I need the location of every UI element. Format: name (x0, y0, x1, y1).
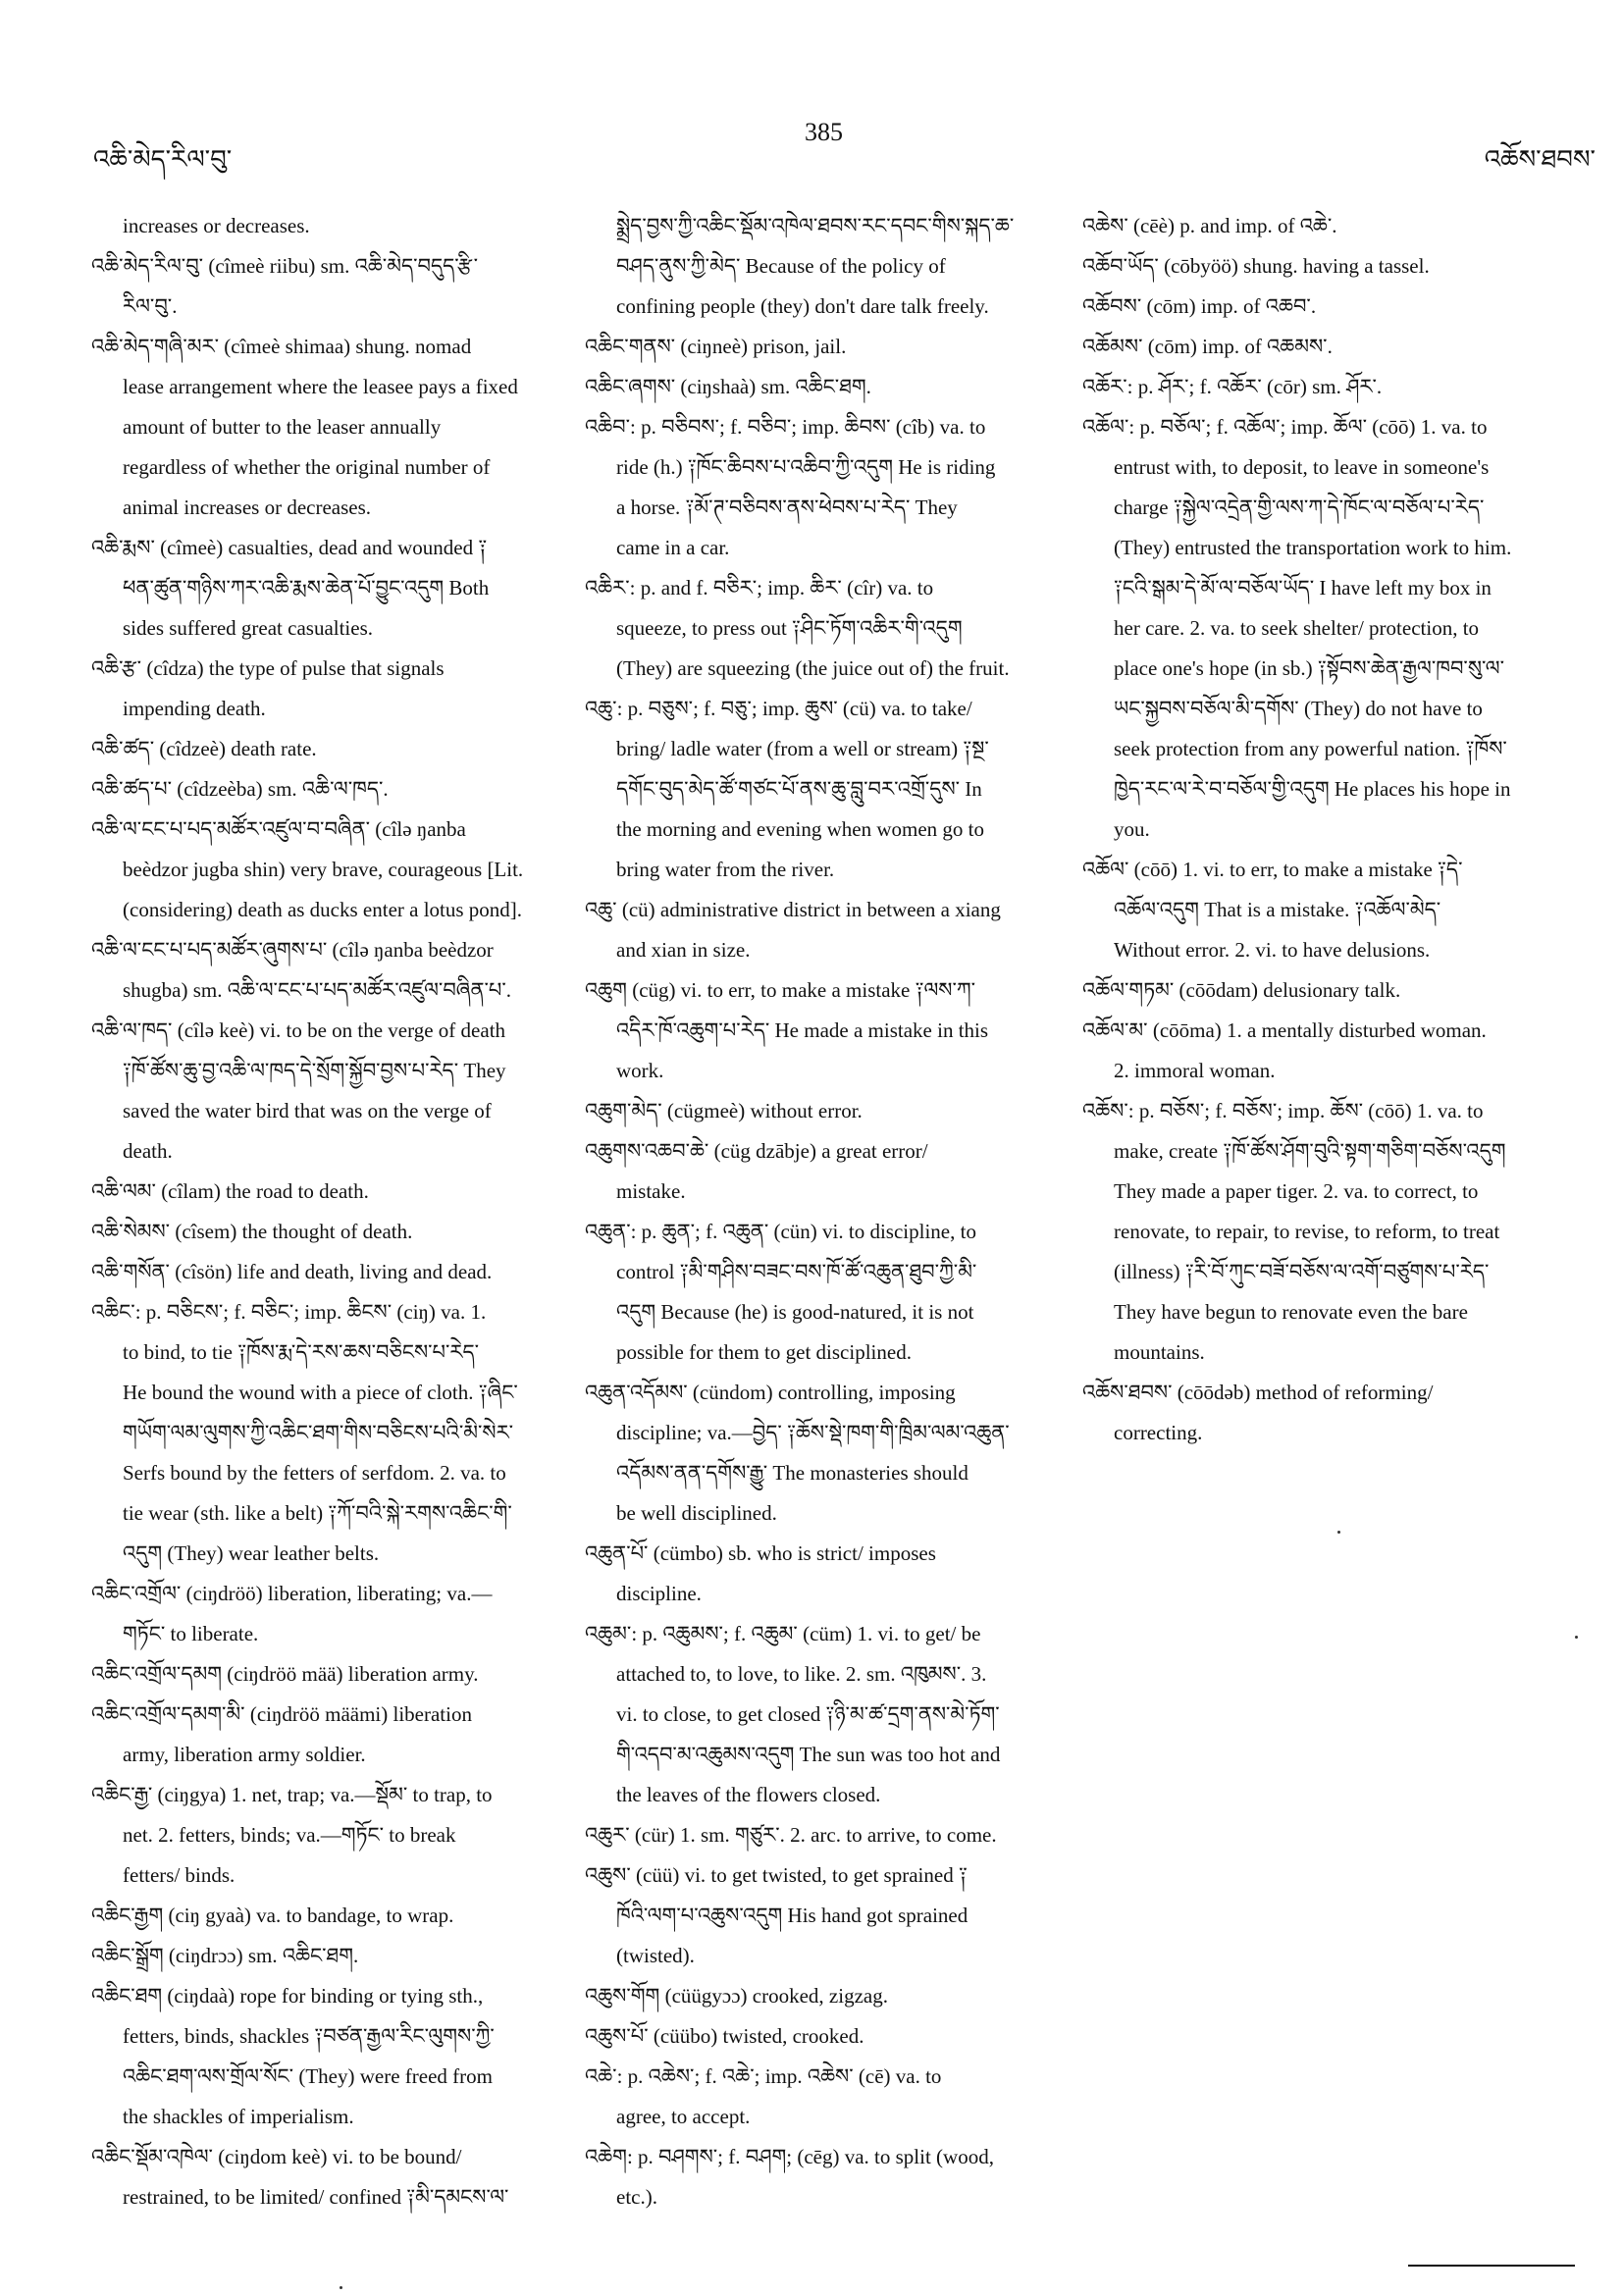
dictionary-entry (585, 689, 1075, 890)
entry-text-line: (illness) ༑རི་བོ་ཀུང་བཟོ་བཅོས་ལ་འགོ་བཙུགས་པ་རེད་ (1114, 1260, 1490, 1283)
entry-headword-line: འཆུགས་འཆབ་ཆེ་ (cüg dzābje) a great error/ (585, 1139, 928, 1163)
dictionary-entry (91, 528, 602, 649)
dictionary-entry (91, 246, 602, 327)
column-2 (585, 206, 1075, 2218)
speck (1575, 1636, 1578, 1639)
entry-text-line: mistake. (616, 1179, 686, 1203)
dictionary-entry (1082, 407, 1593, 850)
entry-headword-line: འཆོམས་ (cōm) imp. of འཆམས་. (1082, 335, 1333, 358)
entry-text-line: restrained, to be limited/ confined ༑མི་དམངས་ལ་ (123, 2185, 509, 2209)
dictionary-entry (91, 809, 602, 930)
dictionary-entry (91, 1695, 602, 1775)
entry-text-line: came in a car. (616, 536, 730, 559)
dictionary-entry (91, 1976, 602, 2137)
entry-headword-line: འཆེས་ (cēè) p. and imp. of འཆེ་. (1082, 214, 1337, 237)
entry-text-line: ཕན་ཚུན་གཉིས་ཀར་འཆི་རྨས་ཆེན་པོ་བྱུང་འདུག Both (123, 576, 490, 600)
entry-headword-line: འཆི་ཚད་ (cîdzeè) death rate. (91, 737, 317, 760)
dictionary-entry (91, 769, 602, 809)
entry-text-line: (They) entrusted the transportation work to him. (1114, 536, 1512, 559)
speck (1337, 1531, 1340, 1534)
entry-text-line: They made a paper tiger. 2. va. to correct, to (1114, 1179, 1479, 1203)
dictionary-entry (1082, 206, 1593, 246)
dictionary-entry (1082, 850, 1593, 970)
dictionary-entry (585, 1212, 1075, 1373)
entry-headword-line: འཆི་མེད་གཞི་མར་ (cîmeè shimaa) shung. nomad (91, 335, 472, 358)
entry-text-line: squeeze, to press out ༑ཤིང་ཏོག་འཆིར་གི་འདུག (616, 616, 963, 640)
entry-text-line: བཤད་ནུས་ཀྱི་མེད་ Because of the policy of (616, 254, 946, 278)
entry-text-line: དགོང་བུད་མེད་ཚོ་གཙང་པོ་ནས་ཆུ་བླུ་བར་འགྲོ་དུས་ In (616, 777, 982, 801)
dictionary-entry (585, 1534, 1075, 1614)
dictionary-entry (1082, 1091, 1593, 1373)
entry-headword-line: འཆུས་ (cüü) vi. to get twisted, to get sprained ༑ (585, 1863, 968, 1887)
entry-headword-line: འཆུ་: p. བཅུས་; f. བཅུ་; imp. ཆུས་ (cü) va. to take/ (585, 697, 972, 720)
entry-text-line: army, liberation army soldier. (123, 1743, 366, 1766)
dictionary-entry (91, 1574, 602, 1654)
entry-text-line: He bound the wound with a piece of cloth. ༑ཞིང་ (123, 1381, 518, 1404)
entry-text-line: you. (1114, 817, 1150, 841)
entry-headword-line: འཆུན་པོ་ (cümbo) sb. who is strict/ imposes (585, 1541, 936, 1565)
entry-text-line: charge ༑སྐྱེལ་འདྲེན་གྱི་ལས་ཀ་དེ་ཁོང་ལ་བཅོལ་པ་རེད་ (1114, 496, 1485, 519)
entry-headword-line: འཆུན་: p. ཆུན་; f. འཆུན་ (cün) vi. to discipline, to (585, 1220, 976, 1243)
entry-text-line: འདོམས་ནན་དགོས་རྒྱུ་ The monasteries should (616, 1461, 969, 1485)
entry-text-line: སྨྲེད་བྱས་ཀྱི་འཆིང་སྡོམ་འཁེལ་ཐབས་རང་དབང་གིས་སྐད་ཆ་ (616, 214, 1015, 237)
entry-text-line: be well disciplined. (616, 1501, 777, 1525)
entry-text-line: འཆིང་ཐག་ལས་གྲོལ་སོང་ (They) were freed from (123, 2064, 493, 2088)
entry-headword-line: འཆོབས་ (cōm) imp. of འཆབ་. (1082, 294, 1317, 318)
entry-text-line: གཏོང་ to liberate. (123, 1622, 259, 1645)
entry-text-line: རིལ་བུ་. (123, 294, 178, 318)
entry-text-line: They have begun to renovate even the bare (1114, 1300, 1468, 1324)
dictionary-entry (1082, 367, 1593, 407)
dictionary-entry (1082, 287, 1593, 327)
entry-headword-line: འཆིང་འགྲོལ་དམག (ciŋdröö mää) liberation army. (91, 1662, 479, 1686)
entry-text-line: entrust with, to deposit, to leave in someone's (1114, 455, 1490, 479)
entry-text-line: འདིར་ཁོ་འཆུག་པ་རེད་ He made a mistake in this (616, 1018, 989, 1042)
entry-headword-line: འཆིང་: p. བཅིངས་; f. བཅིང་; imp. ཆིངས་ (ciŋ) va. 1. (91, 1300, 487, 1324)
entry-headword-line: འཆི་ལ་ངང་པ་པད་མཚོར་འཛུལ་བ་བཞིན་ (cîlə ŋanba (91, 817, 466, 841)
entry-text-line: impending death. (123, 697, 266, 720)
dictionary-entry (585, 1976, 1075, 2016)
entry-headword-line: འཆོས་ཐབས་ (cōōdəb) method of reforming/ (1082, 1381, 1434, 1404)
entry-text-line: renovate, to repair, to revise, to reform, to treat (1114, 1220, 1500, 1243)
entry-text-line: beèdzor jugba shin) very brave, courageous [Lit. (123, 858, 524, 881)
entry-headword-line: འཆུན་འདོམས་ (cündom) controlling, imposing (585, 1381, 956, 1404)
dictionary-entry (585, 568, 1075, 689)
entry-text-line: mountains. (1114, 1340, 1205, 1364)
right-guide-word: འཆོས་ཐབས་ (1484, 145, 1596, 174)
entry-headword-line: འཆེ་: p. འཆེས་; f. འཆེ་; imp. འཆེས་ (cē) va. to (585, 2064, 942, 2088)
dictionary-entry (91, 1936, 602, 1976)
entry-text-line: confining people (they) don't dare talk freely. (616, 294, 989, 318)
dictionary-entry (91, 2137, 602, 2218)
entry-text-line: Without error. 2. vi. to have delusions. (1114, 938, 1431, 962)
entry-headword-line: འཆིར་: p. and f. བཅིར་; imp. ཆིར་ (cîr) va. to (585, 576, 934, 600)
entry-text-line: sides suffered great casualties. (123, 616, 374, 640)
speck (340, 2286, 342, 2289)
footer-rule (1408, 2265, 1575, 2267)
entry-headword-line: འཆིང་ཞགས་ (ciŋshaà) sm. འཆིང་ཐག. (585, 375, 871, 398)
dictionary-entry (91, 327, 602, 528)
dictionary-entry (585, 1614, 1075, 1815)
dictionary-entry (1082, 1011, 1593, 1091)
entry-headword-line: འཆུག (cüg) vi. to err, to make a mistake ༑ལས་ཀ་ (585, 978, 976, 1002)
entry-headword-line: འཆོར་: p. ཤོར་; f. འཆོར་ (cōr) sm. ཤོར་. (1082, 375, 1383, 398)
dictionary-entry (91, 1172, 602, 1212)
entry-text-line: death. (123, 1139, 173, 1163)
entry-text-line: make, create ༑ཁོ་ཚོས་ཤོག་བུའི་སྟག་གཅིག་བཅོས་འདུག (1114, 1139, 1506, 1163)
dictionary-entry (585, 1131, 1075, 1212)
entry-text-line: ཡང་སྐྱབས་བཅོལ་མི་དགོས་ (They) do not have to (1114, 697, 1483, 720)
entry-headword-line: འཆི་ལ་ངང་པ་པད་མཚོར་ཞུགས་པ་ (cîlə ŋanba beèdzor (91, 938, 494, 962)
dictionary-entry (91, 930, 602, 1011)
entry-headword-line: འཆིང་སྡོམ་འཁེལ་ (ciŋdom keè) vi. to be bound/ (91, 2145, 462, 2168)
entry-headword-line: འཆིང་སྒྲོག (ciŋdrɔɔ) sm. འཆིང་ཐག. (91, 1944, 359, 1967)
dictionary-entry (585, 1373, 1075, 1534)
entry-headword-line: འཆིང་རྒྱག (ciŋ gyaà) va. to bandage, to wrap. (91, 1904, 454, 1927)
entry-headword-line: འཆོལ་ (cōō) 1. vi. to err, to make a mistake ༑དེ་ (1082, 858, 1463, 881)
entry-text-line: discipline; va.—བྱེད་ ༑ཆོས་སྡེ་ཁག་གི་ཁྲིམ་ལམ་འཆུན་ (616, 1421, 1010, 1444)
entry-text-line: shugba) sm. འཆི་ལ་ངང་པ་པད་མཚོར་འཛུལ་བཞིན་པ་. (123, 978, 512, 1002)
dictionary-entry (585, 2016, 1075, 2057)
entry-headword-line: འཆི་སེམས་ (cîsem) the thought of death. (91, 1220, 413, 1243)
entry-text-line: place one's hope (in sb.) ༑སྟོབས་ཆེན་རྒྱལ་ཁབ་སུ་ལ་ (1114, 656, 1505, 680)
entry-headword-line: འཆི་རྩ་ (cîdza) the type of pulse that signals (91, 656, 445, 680)
entry-headword-line: འཆོལ་གཏམ་ (cōōdam) delusionary talk. (1082, 978, 1401, 1002)
entry-text-line: vi. to close, to get closed ༑ཉི་མ་ཚ་དྲག་ནས་མེ་ཏོག་ (616, 1702, 1000, 1726)
entry-text-line: increases or decreases. (123, 214, 310, 237)
page-number: 385 (805, 118, 843, 146)
dictionary-entry (91, 1775, 602, 1896)
entry-text-line: animal increases or decreases. (123, 496, 372, 519)
entry-headword-line: འཆོལ་: p. བཅོལ་; f. འཆོལ་; imp. ཆོལ་ (cōō) 1. va. to (1082, 415, 1488, 439)
entry-text-line: ༑ཁོ་ཚོས་ཆུ་བྱ་འཆི་ལ་ཁད་དེ་སྲོག་སྐྱོབ་བྱས་པ་རེད་ They (123, 1059, 506, 1082)
entry-text-line: amount of butter to the leaser annually (123, 415, 442, 439)
left-guide-word: འཆི་མེད་རིལ་བུ་ (93, 145, 233, 174)
dictionary-entry (585, 1855, 1075, 1976)
dictionary-entry (91, 1212, 602, 1252)
entry-headword-line: འཆི་མེད་རིལ་བུ་ (cîmeè riibu) sm. འཆི་མེད་བདུད་རྩི་ (91, 254, 479, 278)
entry-text-line: (twisted). (616, 1944, 695, 1967)
entry-headword-line: འཆིང་ཐག (ciŋdaà) rope for binding or tying sth., (91, 1984, 484, 2008)
entry-headword-line: འཆིབ་: p. བཅིབས་; f. བཅིབ་; imp. ཆིབས་ (cîb) va. to (585, 415, 986, 439)
entry-text-line: འཆོལ་འདུག That is a mistake. ༑འཆོལ་མེད་ (1114, 898, 1441, 921)
entry-text-line: correcting. (1114, 1421, 1203, 1444)
dictionary-entry (91, 1654, 602, 1695)
entry-headword-line: འཆི་ལ་ཁད་ (cîlə keè) vi. to be on the verge of death (91, 1018, 506, 1042)
entry-text-line: seek protection from any powerful nation. ༑ཁོས་ (1114, 737, 1507, 760)
entry-headword-line: འཆུས་པོ་ (cüübo) twisted, crooked. (585, 2024, 864, 2048)
dictionary-entry (585, 206, 1075, 327)
entry-headword-line: འཆོལ་མ་ (cōōma) 1. a mentally disturbed woman. (1082, 1018, 1487, 1042)
entry-text-line: གཡོག་ལམ་ལུགས་ཀྱི་འཆིང་ཐག་གིས་བཅིངས་པའི་མི་སེར་ (123, 1421, 514, 1444)
entry-text-line: a horse. ༑མོ་ཊ་བཅིབས་ནས་ཕེབས་པ་རེད་ They (616, 496, 958, 519)
entry-headword-line: འཆུར་ (cür) 1. sm. གཙུར་. 2. arc. to arrive, to come. (585, 1823, 997, 1847)
entry-headword-line: འཆིང་རྒྱ་ (ciŋgya) 1. net, trap; va.—སྡོམ་ to trap, to (91, 1783, 493, 1806)
entry-text-line: fetters, binds, shackles ༑བཙན་རྒྱལ་རིང་ལུགས་ཀྱི་ (123, 2024, 495, 2048)
dictionary-entry (91, 1011, 602, 1172)
entry-headword-line: འཆུག་མེད་ (cügmeè) without error. (585, 1099, 863, 1122)
entry-headword-line: འཆོས་: p. བཅོས་; f. བཅོས་; imp. ཆོས་ (cōō) 1. va. to (1082, 1099, 1484, 1122)
dictionary-entry (585, 367, 1075, 407)
dictionary-entry (585, 970, 1075, 1091)
entry-text-line: the shackles of imperialism. (123, 2105, 354, 2128)
entry-text-line: Serfs bound by the fetters of serfdom. 2. va. to (123, 1461, 506, 1485)
entry-text-line: འདུག (They) wear leather belts. (123, 1541, 380, 1565)
dictionary-entry (91, 1896, 602, 1936)
dictionary-entry (91, 1252, 602, 1292)
entry-text-line: net. 2. fetters, binds; va.—གཏོང་ to break (123, 1823, 456, 1847)
entry-text-line: agree, to accept. (616, 2105, 751, 2128)
entry-text-line: work. (616, 1059, 664, 1082)
entry-text-line: bring/ ladle water (from a well or stream) ༑སྔ་ (616, 737, 989, 760)
dictionary-entry (585, 407, 1075, 568)
dictionary-entry (585, 2137, 1075, 2218)
dictionary-entry (91, 206, 602, 246)
entry-text-line: and xian in size. (616, 938, 751, 962)
entry-headword-line: འཆིང་གནས་ (ciŋneè) prison, jail. (585, 335, 847, 358)
entry-text-line: the leaves of the flowers closed. (616, 1783, 881, 1806)
entry-headword-line: འཆི་རྨས་ (cîmeè) casualties, dead and wounded ༑ (91, 536, 488, 559)
entry-text-line: ride (h.) ༑ཁོང་ཆིབས་པ་འཆིབ་ཀྱི་འདུག He is riding (616, 455, 996, 479)
entry-headword-line: འཆེག: p. བཤགས་; f. བཤག; (cēg) va. to split (wood, (585, 2145, 994, 2168)
entry-text-line: attached to, to love, to like. 2. sm. འཁུམས་. 3. (616, 1662, 987, 1686)
entry-headword-line: འཆིང་འགྲོལ་དམག་མི་ (ciŋdröö määmi) liberation (91, 1702, 472, 1726)
entry-text-line: (They) are squeezing (the juice out of) the fruit. (616, 656, 1010, 680)
entry-text-line: lease arrangement where the leasee pays a fixed (123, 375, 518, 398)
entry-text-line: the morning and evening when women go to (616, 817, 985, 841)
entry-headword-line: འཆོབ་ཡོད་ (cōbyöö) shung. having a tassel. (1082, 254, 1430, 278)
entry-headword-line: འཆིང་འགྲོལ་ (ciŋdröö) liberation, liberating; va.— (91, 1582, 493, 1605)
dictionary-entry (1082, 246, 1593, 287)
dictionary-entry (91, 649, 602, 729)
entry-text-line: her care. 2. va. to seek shelter/ protection, to (1114, 616, 1480, 640)
dictionary-entry (1082, 1373, 1593, 1453)
entry-headword-line: འཆུམ་: p. འཆུམས་; f. འཆུམ་ (cüm) 1. vi. to get/ be (585, 1622, 981, 1645)
entry-headword-line: འཆི་ཚད་པ་ (cîdzeèba) sm. འཆི་ལ་ཁད་. (91, 777, 389, 801)
dictionary-entry (1082, 327, 1593, 367)
dictionary-entry (91, 729, 602, 769)
entry-text-line: ཁོའི་ལག་པ་འཆུས་འདུག His hand got sprained (616, 1904, 969, 1927)
entry-headword-line: འཆི་གསོན་ (cîsön) life and death, living and dead. (91, 1260, 493, 1283)
dictionary-entry (585, 1091, 1075, 1131)
entry-text-line: ཁྱེད་རང་ལ་རེ་བ་བཅོལ་གྱི་འདུག He places his hope in (1114, 777, 1511, 801)
entry-text-line: control ༑མི་གཤིས་བཟང་བས་ཁོ་ཚོ་འཆུན་ཐུབ་ཀྱི་མི་ (616, 1260, 977, 1283)
entry-text-line: etc.). (616, 2185, 657, 2209)
entry-text-line: bring water from the river. (616, 858, 835, 881)
entry-text-line: regardless of whether the original number of (123, 455, 491, 479)
column-1 (91, 206, 602, 2218)
entry-text-line: ༑ངའི་སྒམ་དེ་མོ་ལ་བཅོལ་ཡོད་ I have left my box in (1114, 576, 1492, 600)
entry-text-line: (considering) death as ducks enter a lotus pond]. (123, 898, 523, 921)
page-header (93, 118, 1596, 175)
entry-text-line: གི་འདབ་མ་འཆུམས་འདུག The sun was too hot and (616, 1743, 1001, 1766)
dictionary-entry (585, 327, 1075, 367)
dictionary-entry (585, 890, 1075, 970)
column-3 (1082, 206, 1593, 1453)
entry-text-line: tie wear (sth. like a belt) ༑ཀོ་བའི་སྐེ་རགས་འཆིང་གི་ (123, 1501, 512, 1525)
dictionary-entry (91, 1292, 602, 1574)
entry-text-line: saved the water bird that was on the verge of (123, 1099, 492, 1122)
entry-headword-line: འཆི་ལམ་ (cîlam) the road to death. (91, 1179, 369, 1203)
entry-text-line: discipline. (616, 1582, 702, 1605)
entry-headword-line: འཆུ་ (cü) administrative district in between a xiang (585, 898, 1001, 921)
entry-text-line: fetters/ binds. (123, 1863, 236, 1887)
entry-text-line: possible for them to get disciplined. (616, 1340, 912, 1364)
dictionary-entry (585, 1815, 1075, 1855)
entry-text-line: to bind, to tie ༑ཁོས་རྨ་དེ་རས་ཆས་བཅིངས་པ་རེད་ (123, 1340, 480, 1364)
entry-text-line: འདུག Because (he) is good-natured, it is not (616, 1300, 974, 1324)
entry-text-line: 2. immoral woman. (1114, 1059, 1276, 1082)
entry-headword-line: འཆུས་གོག (cüügyɔɔ) crooked, zigzag. (585, 1984, 888, 2008)
dictionary-entry (1082, 970, 1593, 1011)
dictionary-entry (585, 2057, 1075, 2137)
